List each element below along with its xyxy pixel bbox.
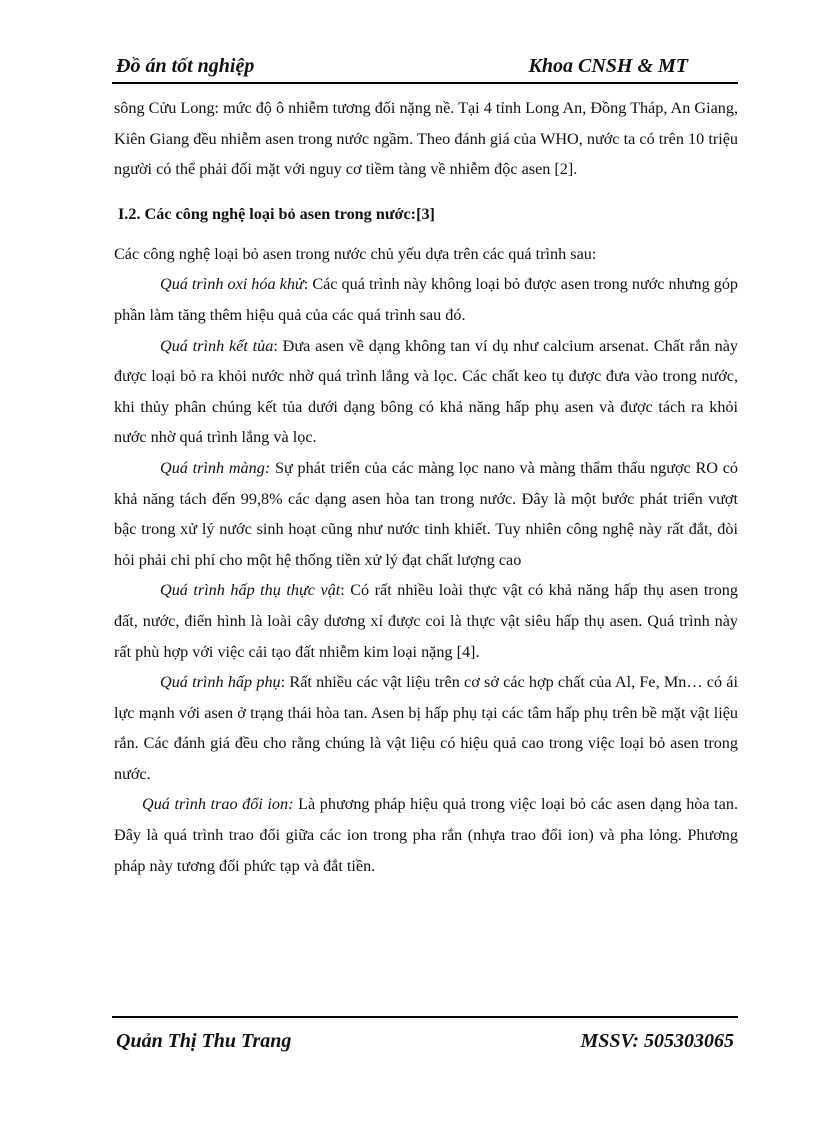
- process-paragraph: [114, 575, 738, 667]
- process-paragraph: [114, 789, 738, 881]
- process-term: Quá trình trao đổi ion: [142, 795, 289, 814]
- intro-paragraph: sông Cửu Long: mức độ ô nhiễm tương đối nặng nề. Tại 4 tỉnh Long An, Đồng Tháp, An Giang, Kiên Giang đều nhiễm asen trong nước ngầm. Theo đánh giá của WHO, nước ta có trên 10 triệu người có thể phải đối mặt với nguy cơ tiềm tàng về nhiễm độc asen [2].: [114, 99, 738, 179]
- process-term: Quá trình màng: [160, 458, 265, 477]
- page-footer: [112, 1016, 738, 1052]
- process-paragraph: [114, 331, 738, 453]
- process-text: Sự phát triển của các màng lọc nano và màng thẩm thấu ngược RO có khả năng tách đến 99,8% các dạng asen hòa tan trong nước. Đây là một bước phát triển vượt bậc trong xử lý nước sinh hoạt cũng như nước tinh khiết. Tuy nhiên công nghệ này rất đắt, đòi hỏi phải chi phí cho một hệ thống tiền xử lý đạt chất lượng cao: [114, 458, 738, 569]
- process-separator: :: [273, 336, 278, 355]
- lead-paragraph: Các công nghệ loại bỏ asen trong nước chủ yếu dựa trên các quá trình sau:: [114, 244, 597, 263]
- process-separator: :: [340, 581, 345, 600]
- process-paragraph: [114, 667, 738, 789]
- process-term: Quá trình hấp phụ: [160, 673, 281, 692]
- process-text: Có rất nhiều loài thực vật có khả năng hấp thụ asen trong đất, nước, điển hình là loài cây dương xỉ được coi là thực vật siêu hấp thụ asen. Quá trình này rất phù hợp với việc cải tạo đất nhiễm kim loại nặng [4].: [114, 581, 738, 661]
- process-text: Các quá trình này không loại bỏ được asen trong nước nhưng góp phần làm tăng thêm hiệu quả của các quá trình sau đó.: [114, 275, 739, 324]
- process-separator: :: [280, 673, 286, 692]
- process-text: Rất nhiều các vật liệu trên cơ sở các hợp chất của Al, Fe, Mn… có ái lực mạnh với asen ở trạng thái hòa tan. Asen bị hấp phụ tại các tâm hấp phụ trên bề mặt vật liệu rắn. Các đánh giá đều cho rằng chúng là vật liệu có hiệu quả cao trong việc loại bỏ asen trong nước.: [114, 673, 738, 783]
- page-body: [114, 93, 738, 881]
- header-faculty: Khoa CNSH & MT: [528, 55, 688, 77]
- process-paragraph: [114, 269, 738, 330]
- process-text: Đưa asen về dạng không tan ví dụ như calcium arsenat. Chất rắn này được loại bỏ ra khỏi nước nhờ quá trình lắng và lọc. Các chất keo tụ được đưa vào trong nước, khi thủy phân chúng kết tủa dưới dạng bông có khả năng hấp phụ asen và được tách ra khỏi nước nhờ quá trình lắng và lọc.: [114, 336, 738, 447]
- header-document-type: Đồ án tốt nghiệp: [116, 55, 255, 77]
- footer-author: Quản Thị Thu Trang: [116, 1030, 292, 1052]
- process-separator: :: [303, 275, 309, 294]
- process-paragraph: [114, 453, 738, 575]
- process-separator: :: [288, 795, 294, 814]
- page-header: [112, 50, 738, 84]
- process-term: Quá trình oxi hóa khử: [160, 275, 304, 294]
- process-term: Quá trình hấp thụ thực vật: [160, 581, 341, 600]
- process-term: Quá trình kết tủa: [160, 336, 274, 355]
- process-separator: :: [264, 458, 271, 477]
- footer-student-id: MSSV: 505303065: [580, 1030, 734, 1052]
- section-heading: I.2. Các công nghệ loại bỏ asen trong nước:[3]: [118, 204, 435, 223]
- process-text: Là phương pháp hiệu quả trong việc loại bỏ các asen dạng hòa tan. Đây là quá trình trao đổi giữa các ion trong pha rắn (nhựa trao đổi ion) và pha lỏng. Phương pháp này tương đối phức tạp và đắt tiền.: [114, 795, 738, 875]
